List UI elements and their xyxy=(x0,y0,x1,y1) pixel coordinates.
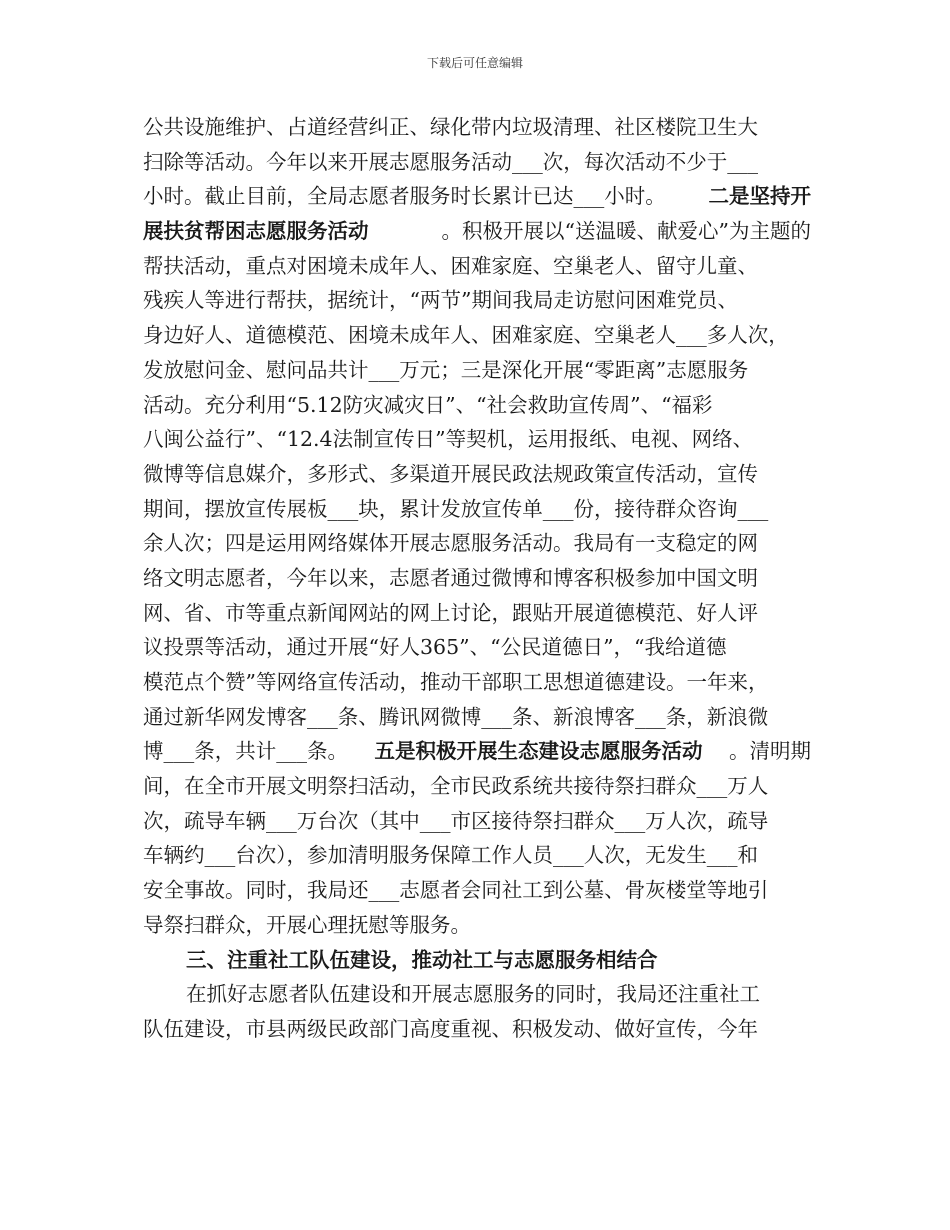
text-line: 帮扶活动，重点对困境未成年人、困难家庭、空巢老人、留守儿童、 xyxy=(143,253,758,278)
text-run: 。积极开展以“送温暖、献爱心”为主题的 xyxy=(441,219,811,244)
text-line: 导祭扫群众，开展心理抚慰等服务。 xyxy=(143,912,471,937)
text-line: 期间，摆放宣传展板___块，累计发放宣传单___份，接待群众咨询___ xyxy=(143,496,769,521)
text-line: 残疾人等进行帮扶，据统计，“两节”期间我局走访慰问困难党员、 xyxy=(143,288,738,313)
text-line: 八闽公益行”、“12.4法制宣传日”等契机，运用报纸、电视、网络、 xyxy=(143,427,754,452)
bold-text-run: 五是积极开展生态建设志愿服务活动 xyxy=(374,739,703,764)
text-line: 扫除等活动。今年以来开展志愿服务活动___次，每次活动不少于___ xyxy=(143,149,758,174)
text-line: 身边好人、道德模范、困境未成年人、困难家庭、空巢老人___多人次， xyxy=(143,323,789,348)
text-line: 议投票等活动，通过开展“好人365”、“公民道德日”，“我给道德 xyxy=(143,635,727,660)
text-line: 余人次；四是运用网络媒体开展志愿服务活动。我局有一支稳定的网 xyxy=(143,531,758,556)
text-line xyxy=(143,734,811,769)
page-header: 下载后可任意编辑 xyxy=(426,56,523,70)
text-line: 网、省、市等重点新闻网站的网上讨论，跟贴开展道德模范、好人评 xyxy=(143,600,758,625)
text-line: 通过新华网发博客___条、腾讯网微博___条、新浪博客___条，新浪微 xyxy=(143,704,769,729)
text-run: 博___条，共计___条。 xyxy=(143,739,348,764)
text-line: 车辆约___台次），参加清明服务保障工作人员___人次，无发生___和 xyxy=(143,843,758,868)
text-run: 小时。截止目前，全局志愿者服务时长累计已达___小时。 xyxy=(143,184,666,209)
bold-text-run: 展扶贫帮困志愿服务活动 xyxy=(143,219,369,244)
text-line: 间，在全市开展文明祭扫活动，全市民政系统共接待祭扫群众___万人 xyxy=(143,774,769,799)
text-run: 。清明期 xyxy=(729,739,811,764)
bold-text-run: 二是坚持开 xyxy=(708,184,811,209)
text-line: 安全事故。同时，我局还___志愿者会同社工到公墓、骨灰楼堂等地引 xyxy=(143,878,769,903)
text-line: 队伍建设，市县两级民政部门高度重视、积极发动、做好宣传，今年 xyxy=(143,1016,758,1041)
text-line: 公共设施维护、占道经营纠正、绿化带内垃圾清理、社区楼院卫生大 xyxy=(143,115,758,139)
text-line: 次，疏导车辆___万台次（其中___市区接待祭扫群众___万人次，疏导 xyxy=(143,808,769,833)
text-line: 在抓好志愿者队伍建设和开展志愿服务的同时，我局还注重社工 xyxy=(186,982,760,1007)
document-body xyxy=(143,110,811,1047)
text-line xyxy=(143,214,811,249)
text-line xyxy=(143,179,811,214)
section-heading: 三、注重社工队伍建设，推动社工与志愿服务相结合 xyxy=(186,947,658,972)
text-line: 微博等信息媒介，多形式、多渠道开展民政法规政策宣传活动，宣传 xyxy=(143,461,758,486)
text-line: 活动。充分利用“5.12防灾减灾日”、“社会救助宣传周”、“福彩 xyxy=(143,392,713,417)
text-line: 模范点个赞”等网络宣传活动，推动干部职工思想道德建设。一年来， xyxy=(143,670,769,694)
text-line: 发放慰问金、慰问品共计___万元；三是深化开展“零距离”志愿服务 xyxy=(143,357,749,382)
text-line: 络文明志愿者，今年以来，志愿者通过微博和博客积极参加中国文明 xyxy=(143,565,758,590)
